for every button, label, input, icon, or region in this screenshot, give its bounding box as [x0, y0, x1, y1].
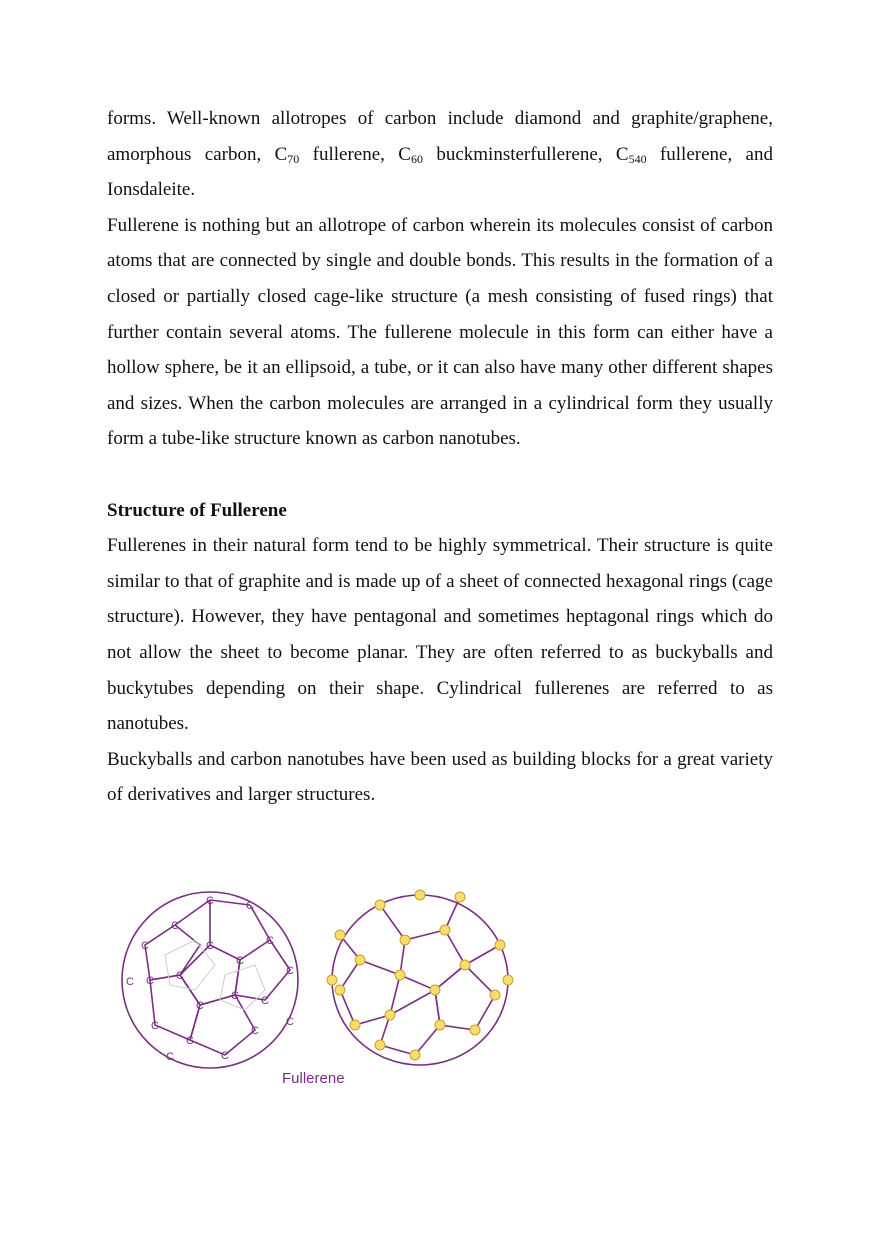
svg-text:C: C	[171, 920, 179, 932]
svg-text:C: C	[286, 965, 294, 977]
svg-text:C: C	[286, 1016, 294, 1028]
svg-text:C: C	[141, 940, 149, 952]
svg-text:C: C	[146, 975, 154, 987]
text-run: forms. Well-known allotropes of carbon include diamond and graphite/graphene, amorphous carbon, C	[107, 108, 773, 165]
section-heading: Structure of Fullerene	[107, 499, 287, 521]
svg-text:C: C	[176, 970, 184, 982]
text-run: buckminsterfullerene, C	[422, 143, 629, 165]
subscript: 70	[287, 151, 300, 166]
svg-text:C: C	[246, 900, 254, 912]
svg-text:C: C	[206, 940, 214, 952]
figure-caption: Fullerene	[282, 1070, 345, 1087]
text-run: fullerene, and Ionsdaleite.	[107, 143, 773, 201]
svg-text:C: C	[231, 990, 239, 1002]
svg-text:C: C	[266, 935, 274, 947]
fullerene-figure	[115, 885, 525, 1095]
svg-text:C: C	[126, 976, 134, 988]
svg-text:C: C	[166, 1051, 174, 1063]
paragraph-buckyballs: Buckyballs and carbon nanotubes have been used as building blocks for a great variety of derivatives and larger structures.	[107, 748, 773, 806]
subscript: 540	[628, 151, 647, 166]
svg-text:C: C	[151, 1020, 159, 1032]
svg-text:C: C	[186, 1035, 194, 1047]
paragraph-structure: Fullerenes in their natural form tend to be highly symmetrical. Their structure is quite similar to that of graphite and is made up of a sheet of connected hexagonal rings (cage structure). However, they have pentagonal and sometimes heptagonal rings which do not allow the sheet to become planar. They are often referred to as buckyballs and buckytubes depending on their shape. Cylindrical fullerenes are referred to as nanotubes.	[107, 535, 773, 735]
document-body	[107, 101, 773, 813]
subscript: 60	[410, 151, 423, 166]
svg-text:C: C	[206, 895, 214, 907]
fullerene-diagram-icon	[115, 885, 525, 1075]
svg-text:C: C	[196, 1000, 204, 1012]
paragraph-allotropes	[107, 101, 773, 208]
svg-text:C: C	[251, 1025, 259, 1037]
paragraph-fullerene-definition: Fullerene is nothing but an allotrope of carbon wherein its molecules consist of carbon atoms that are connected by single and double bonds. This results in the formation of a closed or partially closed cage-like structure (a mesh consisting of fused rings) that further contain several atoms. The fullerene molecule in this form can either have a hollow sphere, be it an ellipsoid, a tube, or it can also have many other different shapes and sizes. When the carbon molecules are arranged in a cylindrical form they usually form a tube-like structure known as carbon nanotubes.	[107, 214, 773, 450]
svg-text:C: C	[236, 955, 244, 967]
svg-text:C: C	[261, 995, 269, 1007]
svg-text:C: C	[221, 1050, 229, 1062]
text-run: fullerene, C	[299, 143, 411, 165]
